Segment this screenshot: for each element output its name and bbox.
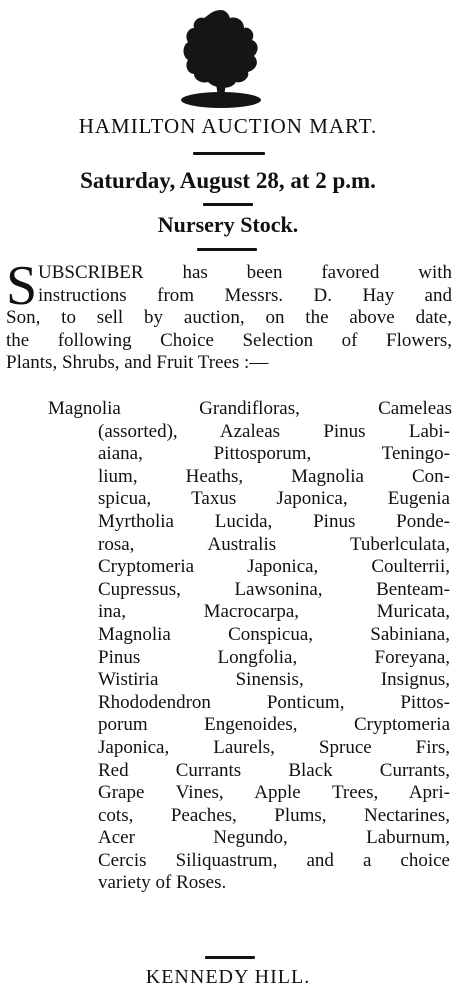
list-line: Cercis Siliquastrum, and a choice <box>98 849 450 871</box>
list-line: Magnolia Grandifloras, Cameleas <box>48 398 452 419</box>
list-line: Cryptomeria Japonica, Coulterrii, <box>98 556 450 578</box>
list-line: variety of Roses. <box>98 872 227 894</box>
intro-paragraph <box>6 307 452 375</box>
list-line: ina, Macrocarpa, Muricata, <box>98 601 450 623</box>
intro-line: UBSCRIBER has been favored with <box>38 262 452 283</box>
list-line: Acer Negundo, Laburnum, <box>98 827 450 849</box>
list-line: Rhododendron Ponticum, Pittos- <box>98 691 450 713</box>
tree-emblem-icon <box>172 6 270 110</box>
list-line: Wistiria Sinensis, Insignus, <box>98 669 450 691</box>
intro-line: the following Choice Selection of Flowers, <box>6 329 452 351</box>
list-line: (assorted), Azaleas Pinus Labi- <box>98 420 450 442</box>
intro-line: Son, to sell by auction, on the above date, <box>6 307 452 328</box>
list-line: porum Engenoides, Cryptomeria <box>98 714 450 736</box>
list-line: Red Currants Black Currants, <box>98 759 450 781</box>
list-line: spicua, Taxus Japonica, Eugenia <box>98 488 450 510</box>
divider-rule <box>193 152 265 155</box>
plant-list <box>48 398 452 895</box>
list-line: Japonica, Laurels, Spruce Firs, <box>98 736 450 758</box>
list-line: rosa, Australis Tuberlculata, <box>98 533 450 555</box>
signature: KENNEDY HILL. <box>145 966 311 988</box>
list-line: Myrtholia Lucida, Pinus Ponde- <box>98 510 450 532</box>
list-line: Pinus Longfolia, Foreyana, <box>98 646 450 668</box>
list-line: aiana, Pittosporum, Teningo- <box>98 443 450 465</box>
auction-date-line: Saturday, August 28, at 2 p.m. <box>80 168 376 193</box>
intro-first-lines <box>38 262 452 307</box>
divider-rule <box>197 248 257 251</box>
list-line: Magnolia Conspicua, Sabiniana, <box>98 623 450 645</box>
auction-mart-title: HAMILTON AUCTION MART. <box>78 114 378 138</box>
intro-line: instructions from Messrs. D. Hay and <box>38 284 452 306</box>
auction-subject: Nursery Stock. <box>157 212 299 237</box>
divider-rule <box>205 956 255 959</box>
list-line: cots, Peaches, Plums, Nectarines, <box>98 804 450 826</box>
list-line: Cupressus, Lawsonina, Benteam- <box>98 578 450 600</box>
list-line: Grape Vines, Apple Trees, Apri- <box>98 782 450 804</box>
divider-rule <box>203 203 253 206</box>
intro-line: Plants, Shrubs, and Fruit Trees :— <box>6 352 269 374</box>
drop-cap: S <box>6 255 38 317</box>
list-line: lium, Heaths, Magnolia Con- <box>98 465 450 487</box>
